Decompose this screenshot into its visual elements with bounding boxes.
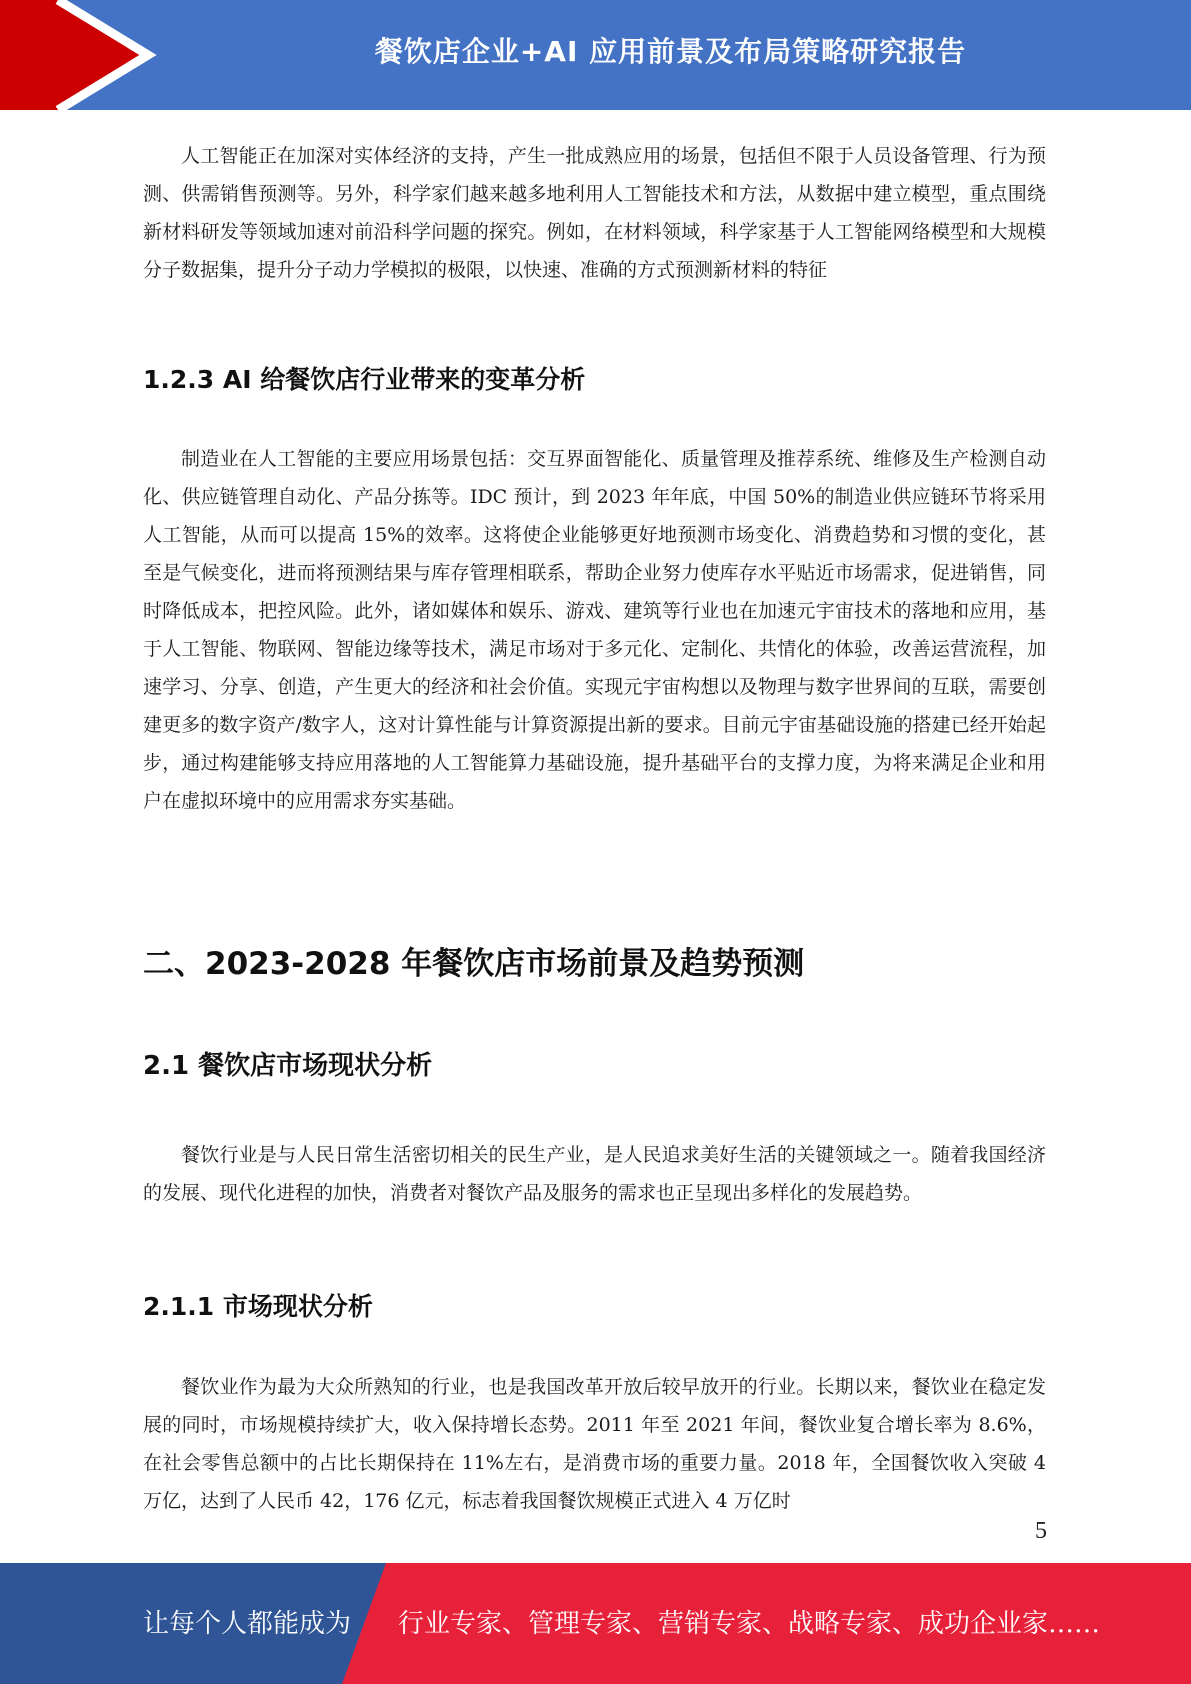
header-arrow-decor xyxy=(0,0,160,110)
paragraph-market-status: 餐饮业作为最为大众所熟知的行业，也是我国改革开放后较早放开的行业。长期以来，餐饮业在稳定发展的同时，市场规模持续扩大，收入保持增长态势。2011 年至 2021 年间，餐饮业复合增长率为 8.6%，在社会零售总额中的占比长期保持在 11%左右，是消费市场的重要力量。2018 年，全国餐饮收入突破 4 万亿，达到了人民币 42，176 亿元，标志着我国餐饮规模正式进入 4 万亿时 xyxy=(143,1376,1046,1512)
page-footer xyxy=(0,1563,1191,1684)
footer-slogan-right: 行业专家、管理专家、营销专家、战略专家、成功企业家…… xyxy=(398,1609,1101,1639)
heading-2-1-1: 2.1.1 市场现状分析 xyxy=(143,1292,373,1321)
paragraph-manufacturing-ai: 制造业在人工智能的主要应用场景包括：交互界面智能化、质量管理及推荐系统、维修及生产检测自动化、供应链管理自动化、产品分拣等。IDC 预计，到 2023 年年底，中国 50%的制造业供应链环节将采用人工智能，从而可以提高 15%的效率。这将使企业能够更好地预测市场变化、消费趋势和习惯的变化，甚至是气候变化，进而将预测结果与库存管理相联系，帮助企业努力使库存水平贴近市场需求，促进销售，同时降低成本，把控风险。此外，诸如媒体和娱乐、游戏、建筑等行业也在加速元宇宙技术的落地和应用，基于人工智能、物联网、智能边缘等技术，满足市场对于多元化、定制化、共情化的体验，改善运营流程，加速学习、分享、创造，产生更大的经济和社会价值。实现元宇宙构想以及物理与数字世界间的互联，需要创建更多的数字资产/数字人，这对计算性能与计算资源提出新的要求。目前元宇宙基础设施的搭建已经开始起步，通过构建能够支持应用落地的人工智能算力基础设施，提升基础平台的支撑力度，为将来满足企业和用户在虚拟环境中的应用需求夯实基础。 xyxy=(143,448,1046,812)
paragraph-ai-applications: 人工智能正在加深对实体经济的支持，产生一批成熟应用的场景，包括但不限于人员设备管理、行为预测、供需销售预测等。另外，科学家们越来越多地利用人工智能技术和方法，从数据中建立模型，重点围绕新材料研发等领域加速对前沿科学问题的探究。例如，在材料领域，科学家基于人工智能网络模型和大规模分子数据集，提升分子动力学模拟的极限，以快速、准确的方式预测新材料的特征 xyxy=(143,145,1046,281)
footer-slogan-left: 让每个人都能成为 xyxy=(143,1609,352,1639)
page-header xyxy=(0,0,1191,110)
chapter-2-title: 二、2023-2028 年餐饮店市场前景及趋势预测 xyxy=(143,946,805,982)
heading-1-2-3: 1.2.3 AI 给餐饮店行业带来的变革分析 xyxy=(143,365,586,394)
heading-2-1: 2.1 餐饮店市场现状分析 xyxy=(143,1051,433,1081)
report-title: 餐饮店企业+AI 应用前景及布局策略研究报告 xyxy=(374,35,967,68)
page-number: 5 xyxy=(1035,1518,1047,1544)
paragraph-catering-industry: 餐饮行业是与人民日常生活密切相关的民生产业，是人民追求美好生活的关键领域之一。随着我国经济的发展、现代化进程的加快，消费者对餐饮产品及服务的需求也正呈现出多样化的发展趋势。 xyxy=(143,1144,1046,1204)
